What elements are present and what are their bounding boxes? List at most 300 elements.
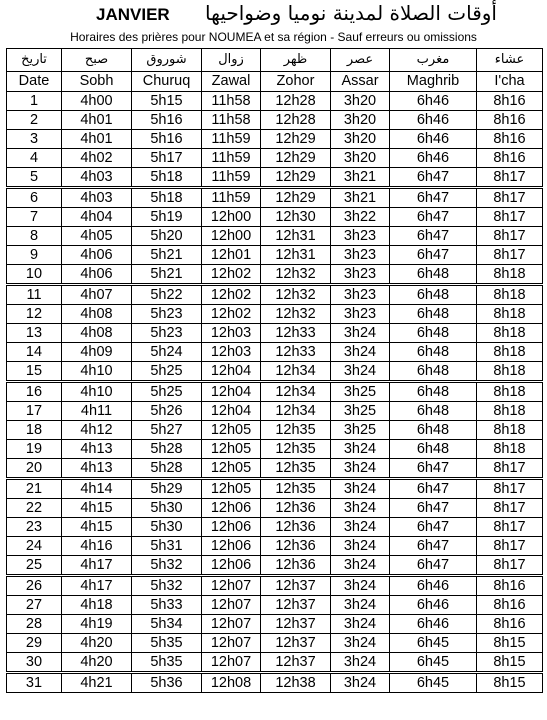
cell-assar: 3h24 bbox=[331, 634, 390, 653]
cell-icha: 8h17 bbox=[477, 227, 543, 246]
cell-assar: 3h24 bbox=[331, 615, 390, 634]
cell-zawal: 12h04 bbox=[202, 362, 261, 382]
table-row bbox=[7, 615, 543, 634]
cell-sobh: 4h12 bbox=[62, 421, 132, 440]
cell-icha: 8h16 bbox=[477, 596, 543, 615]
cell-assar: 3h24 bbox=[331, 653, 390, 673]
table-row bbox=[7, 265, 543, 285]
cell-date: 26 bbox=[7, 576, 62, 596]
cell-assar: 3h24 bbox=[331, 576, 390, 596]
cell-date: 18 bbox=[7, 421, 62, 440]
cell-churuq: 5h21 bbox=[132, 265, 202, 285]
cell-zawal: 12h06 bbox=[202, 537, 261, 556]
cell-zawal: 12h02 bbox=[202, 305, 261, 324]
table-row bbox=[7, 188, 543, 208]
table-row bbox=[7, 246, 543, 265]
cell-maghrib: 6h48 bbox=[390, 324, 477, 343]
cell-maghrib: 6h46 bbox=[390, 596, 477, 615]
table-row bbox=[7, 576, 543, 596]
cell-zohor: 12h29 bbox=[261, 188, 331, 208]
cell-churuq: 5h20 bbox=[132, 227, 202, 246]
table-row bbox=[7, 402, 543, 421]
cell-maghrib: 6h46 bbox=[390, 92, 477, 111]
cell-zawal: 12h04 bbox=[202, 402, 261, 421]
cell-churuq: 5h25 bbox=[132, 382, 202, 402]
cell-churuq: 5h16 bbox=[132, 111, 202, 130]
cell-churuq: 5h17 bbox=[132, 149, 202, 168]
table-row bbox=[7, 479, 543, 499]
column-header-zohor: ظهر bbox=[261, 49, 331, 72]
cell-sobh: 4h13 bbox=[62, 459, 132, 479]
cell-zawal: 12h00 bbox=[202, 227, 261, 246]
cell-date: 30 bbox=[7, 653, 62, 673]
cell-zawal: 12h05 bbox=[202, 479, 261, 499]
column-header-sobh: Sobh bbox=[62, 72, 132, 92]
cell-assar: 3h23 bbox=[331, 265, 390, 285]
cell-date: 3 bbox=[7, 130, 62, 149]
cell-zawal: 12h07 bbox=[202, 596, 261, 615]
cell-assar: 3h24 bbox=[331, 343, 390, 362]
cell-date: 6 bbox=[7, 188, 62, 208]
cell-zohor: 12h31 bbox=[261, 227, 331, 246]
cell-zawal: 12h06 bbox=[202, 518, 261, 537]
cell-zohor: 12h37 bbox=[261, 653, 331, 673]
cell-sobh: 4h00 bbox=[62, 92, 132, 111]
cell-assar: 3h24 bbox=[331, 556, 390, 576]
cell-maghrib: 6h48 bbox=[390, 362, 477, 382]
cell-icha: 8h16 bbox=[477, 130, 543, 149]
cell-churuq: 5h16 bbox=[132, 130, 202, 149]
cell-icha: 8h16 bbox=[477, 615, 543, 634]
cell-assar: 3h23 bbox=[331, 285, 390, 305]
cell-churuq: 5h30 bbox=[132, 518, 202, 537]
cell-maghrib: 6h45 bbox=[390, 653, 477, 673]
cell-churuq: 5h34 bbox=[132, 615, 202, 634]
cell-sobh: 4h04 bbox=[62, 208, 132, 227]
cell-sobh: 4h01 bbox=[62, 130, 132, 149]
cell-date: 31 bbox=[7, 673, 62, 693]
cell-date: 29 bbox=[7, 634, 62, 653]
column-header-icha: I'cha bbox=[477, 72, 543, 92]
cell-sobh: 4h05 bbox=[62, 227, 132, 246]
cell-icha: 8h16 bbox=[477, 111, 543, 130]
cell-maghrib: 6h47 bbox=[390, 168, 477, 188]
table-row bbox=[7, 130, 543, 149]
cell-date: 2 bbox=[7, 111, 62, 130]
cell-maghrib: 6h47 bbox=[390, 246, 477, 265]
cell-date: 19 bbox=[7, 440, 62, 459]
cell-assar: 3h21 bbox=[331, 168, 390, 188]
cell-sobh: 4h06 bbox=[62, 246, 132, 265]
cell-churuq: 5h31 bbox=[132, 537, 202, 556]
cell-churuq: 5h35 bbox=[132, 653, 202, 673]
cell-zohor: 12h37 bbox=[261, 596, 331, 615]
cell-icha: 8h18 bbox=[477, 324, 543, 343]
cell-sobh: 4h20 bbox=[62, 653, 132, 673]
cell-icha: 8h17 bbox=[477, 518, 543, 537]
table-row bbox=[7, 111, 543, 130]
cell-icha: 8h17 bbox=[477, 459, 543, 479]
cell-icha: 8h18 bbox=[477, 305, 543, 324]
cell-zohor: 12h35 bbox=[261, 459, 331, 479]
cell-assar: 3h24 bbox=[331, 499, 390, 518]
cell-date: 11 bbox=[7, 285, 62, 305]
table-row bbox=[7, 499, 543, 518]
cell-maghrib: 6h46 bbox=[390, 130, 477, 149]
table-row bbox=[7, 362, 543, 382]
cell-zawal: 12h03 bbox=[202, 343, 261, 362]
column-header-churuq: شوروق bbox=[132, 49, 202, 72]
cell-assar: 3h23 bbox=[331, 305, 390, 324]
cell-zohor: 12h36 bbox=[261, 556, 331, 576]
cell-date: 1 bbox=[7, 92, 62, 111]
cell-date: 21 bbox=[7, 479, 62, 499]
cell-zawal: 11h58 bbox=[202, 111, 261, 130]
cell-sobh: 4h16 bbox=[62, 537, 132, 556]
table-row bbox=[7, 208, 543, 227]
cell-sobh: 4h03 bbox=[62, 188, 132, 208]
cell-churuq: 5h22 bbox=[132, 285, 202, 305]
cell-churuq: 5h32 bbox=[132, 556, 202, 576]
cell-assar: 3h24 bbox=[331, 596, 390, 615]
cell-maghrib: 6h47 bbox=[390, 479, 477, 499]
cell-sobh: 4h20 bbox=[62, 634, 132, 653]
cell-date: 16 bbox=[7, 382, 62, 402]
cell-zawal: 12h02 bbox=[202, 265, 261, 285]
table-row bbox=[7, 382, 543, 402]
cell-assar: 3h23 bbox=[331, 246, 390, 265]
cell-zohor: 12h34 bbox=[261, 402, 331, 421]
cell-assar: 3h20 bbox=[331, 149, 390, 168]
cell-zawal: 11h59 bbox=[202, 168, 261, 188]
cell-zohor: 12h35 bbox=[261, 440, 331, 459]
table-body bbox=[7, 49, 543, 693]
cell-assar: 3h20 bbox=[331, 130, 390, 149]
cell-maghrib: 6h48 bbox=[390, 285, 477, 305]
table-row bbox=[7, 285, 543, 305]
cell-date: 28 bbox=[7, 615, 62, 634]
cell-sobh: 4h07 bbox=[62, 285, 132, 305]
cell-zawal: 12h08 bbox=[202, 673, 261, 693]
cell-icha: 8h16 bbox=[477, 576, 543, 596]
cell-zohor: 12h38 bbox=[261, 673, 331, 693]
cell-churuq: 5h33 bbox=[132, 596, 202, 615]
table-row bbox=[7, 305, 543, 324]
cell-icha: 8h17 bbox=[477, 168, 543, 188]
cell-zohor: 12h28 bbox=[261, 111, 331, 130]
cell-assar: 3h24 bbox=[331, 537, 390, 556]
cell-zawal: 12h00 bbox=[202, 208, 261, 227]
prayer-times-table bbox=[6, 48, 543, 693]
cell-maghrib: 6h48 bbox=[390, 421, 477, 440]
cell-icha: 8h18 bbox=[477, 265, 543, 285]
cell-zohor: 12h32 bbox=[261, 285, 331, 305]
table-row bbox=[7, 92, 543, 111]
table-row bbox=[7, 518, 543, 537]
cell-date: 8 bbox=[7, 227, 62, 246]
cell-sobh: 4h01 bbox=[62, 111, 132, 130]
cell-churuq: 5h28 bbox=[132, 440, 202, 459]
cell-assar: 3h25 bbox=[331, 402, 390, 421]
cell-zohor: 12h34 bbox=[261, 382, 331, 402]
cell-sobh: 4h21 bbox=[62, 673, 132, 693]
cell-sobh: 4h02 bbox=[62, 149, 132, 168]
cell-sobh: 4h17 bbox=[62, 556, 132, 576]
cell-churuq: 5h18 bbox=[132, 168, 202, 188]
table-row bbox=[7, 149, 543, 168]
cell-icha: 8h18 bbox=[477, 440, 543, 459]
table-row bbox=[7, 556, 543, 576]
cell-icha: 8h17 bbox=[477, 208, 543, 227]
column-header-maghrib: Maghrib bbox=[390, 72, 477, 92]
cell-date: 27 bbox=[7, 596, 62, 615]
cell-zawal: 12h03 bbox=[202, 324, 261, 343]
cell-churuq: 5h21 bbox=[132, 246, 202, 265]
cell-zohor: 12h32 bbox=[261, 305, 331, 324]
cell-maghrib: 6h47 bbox=[390, 556, 477, 576]
cell-zohor: 12h37 bbox=[261, 576, 331, 596]
cell-churuq: 5h35 bbox=[132, 634, 202, 653]
cell-sobh: 4h14 bbox=[62, 479, 132, 499]
column-header-zawal: زوال bbox=[202, 49, 261, 72]
cell-maghrib: 6h48 bbox=[390, 382, 477, 402]
cell-churuq: 5h24 bbox=[132, 343, 202, 362]
cell-churuq: 5h30 bbox=[132, 499, 202, 518]
cell-date: 22 bbox=[7, 499, 62, 518]
cell-zohor: 12h29 bbox=[261, 130, 331, 149]
cell-sobh: 4h18 bbox=[62, 596, 132, 615]
cell-maghrib: 6h45 bbox=[390, 634, 477, 653]
table-row bbox=[7, 227, 543, 246]
cell-assar: 3h24 bbox=[331, 324, 390, 343]
cell-zawal: 12h05 bbox=[202, 440, 261, 459]
cell-maghrib: 6h47 bbox=[390, 518, 477, 537]
cell-assar: 3h20 bbox=[331, 111, 390, 130]
cell-assar: 3h23 bbox=[331, 227, 390, 246]
cell-maghrib: 6h47 bbox=[390, 188, 477, 208]
cell-sobh: 4h17 bbox=[62, 576, 132, 596]
cell-churuq: 5h27 bbox=[132, 421, 202, 440]
cell-sobh: 4h06 bbox=[62, 265, 132, 285]
cell-zawal: 12h05 bbox=[202, 421, 261, 440]
cell-zohor: 12h36 bbox=[261, 537, 331, 556]
table-row bbox=[7, 596, 543, 615]
cell-maghrib: 6h48 bbox=[390, 440, 477, 459]
cell-sobh: 4h13 bbox=[62, 440, 132, 459]
cell-maghrib: 6h48 bbox=[390, 402, 477, 421]
cell-date: 17 bbox=[7, 402, 62, 421]
cell-sobh: 4h08 bbox=[62, 305, 132, 324]
cell-date: 23 bbox=[7, 518, 62, 537]
cell-assar: 3h24 bbox=[331, 440, 390, 459]
cell-assar: 3h25 bbox=[331, 382, 390, 402]
column-header-churuq: Churuq bbox=[132, 72, 202, 92]
cell-zawal: 11h59 bbox=[202, 149, 261, 168]
cell-churuq: 5h25 bbox=[132, 362, 202, 382]
cell-zawal: 12h07 bbox=[202, 576, 261, 596]
cell-assar: 3h24 bbox=[331, 459, 390, 479]
table-row bbox=[7, 537, 543, 556]
cell-maghrib: 6h45 bbox=[390, 673, 477, 693]
cell-zohor: 12h31 bbox=[261, 246, 331, 265]
table-row bbox=[7, 459, 543, 479]
table-row bbox=[7, 673, 543, 693]
cell-assar: 3h24 bbox=[331, 362, 390, 382]
column-header-date: تاريخ bbox=[7, 49, 62, 72]
cell-icha: 8h15 bbox=[477, 673, 543, 693]
cell-icha: 8h16 bbox=[477, 92, 543, 111]
cell-date: 12 bbox=[7, 305, 62, 324]
table-row bbox=[7, 634, 543, 653]
cell-date: 9 bbox=[7, 246, 62, 265]
cell-zohor: 12h29 bbox=[261, 168, 331, 188]
cell-maghrib: 6h47 bbox=[390, 459, 477, 479]
cell-sobh: 4h11 bbox=[62, 402, 132, 421]
cell-sobh: 4h08 bbox=[62, 324, 132, 343]
column-header-assar: عصر bbox=[331, 49, 390, 72]
header-row-french bbox=[7, 72, 543, 92]
cell-sobh: 4h19 bbox=[62, 615, 132, 634]
cell-sobh: 4h15 bbox=[62, 499, 132, 518]
cell-icha: 8h15 bbox=[477, 634, 543, 653]
cell-icha: 8h17 bbox=[477, 499, 543, 518]
cell-zohor: 12h37 bbox=[261, 634, 331, 653]
cell-date: 25 bbox=[7, 556, 62, 576]
cell-churuq: 5h19 bbox=[132, 208, 202, 227]
cell-zohor: 12h33 bbox=[261, 324, 331, 343]
cell-zohor: 12h34 bbox=[261, 362, 331, 382]
cell-icha: 8h18 bbox=[477, 362, 543, 382]
column-header-assar: Assar bbox=[331, 72, 390, 92]
cell-zawal: 12h06 bbox=[202, 499, 261, 518]
cell-date: 13 bbox=[7, 324, 62, 343]
cell-date: 20 bbox=[7, 459, 62, 479]
cell-assar: 3h25 bbox=[331, 421, 390, 440]
cell-date: 14 bbox=[7, 343, 62, 362]
cell-maghrib: 6h46 bbox=[390, 576, 477, 596]
cell-sobh: 4h09 bbox=[62, 343, 132, 362]
cell-zohor: 12h35 bbox=[261, 479, 331, 499]
column-header-sobh: صبح bbox=[62, 49, 132, 72]
cell-churuq: 5h23 bbox=[132, 305, 202, 324]
cell-churuq: 5h23 bbox=[132, 324, 202, 343]
column-header-zawal: Zawal bbox=[202, 72, 261, 92]
cell-zohor: 12h33 bbox=[261, 343, 331, 362]
cell-date: 7 bbox=[7, 208, 62, 227]
cell-icha: 8h16 bbox=[477, 149, 543, 168]
cell-icha: 8h17 bbox=[477, 556, 543, 576]
subtitle: Horaires des prières pour NOUMEA et sa région - Sauf erreurs ou omissions bbox=[70, 30, 477, 44]
cell-churuq: 5h15 bbox=[132, 92, 202, 111]
cell-zohor: 12h30 bbox=[261, 208, 331, 227]
cell-sobh: 4h03 bbox=[62, 168, 132, 188]
cell-maghrib: 6h48 bbox=[390, 265, 477, 285]
cell-icha: 8h18 bbox=[477, 285, 543, 305]
cell-icha: 8h18 bbox=[477, 421, 543, 440]
cell-churuq: 5h26 bbox=[132, 402, 202, 421]
cell-churuq: 5h28 bbox=[132, 459, 202, 479]
cell-date: 4 bbox=[7, 149, 62, 168]
cell-zawal: 12h02 bbox=[202, 285, 261, 305]
cell-zawal: 12h05 bbox=[202, 459, 261, 479]
cell-zawal: 12h07 bbox=[202, 615, 261, 634]
cell-icha: 8h17 bbox=[477, 246, 543, 265]
cell-churuq: 5h32 bbox=[132, 576, 202, 596]
cell-zohor: 12h37 bbox=[261, 615, 331, 634]
cell-sobh: 4h10 bbox=[62, 362, 132, 382]
cell-churuq: 5h29 bbox=[132, 479, 202, 499]
column-header-zohor: Zohor bbox=[261, 72, 331, 92]
cell-assar: 3h20 bbox=[331, 92, 390, 111]
cell-icha: 8h18 bbox=[477, 402, 543, 421]
cell-zohor: 12h35 bbox=[261, 421, 331, 440]
cell-icha: 8h17 bbox=[477, 537, 543, 556]
cell-assar: 3h24 bbox=[331, 673, 390, 693]
cell-churuq: 5h18 bbox=[132, 188, 202, 208]
cell-icha: 8h17 bbox=[477, 188, 543, 208]
table-row bbox=[7, 343, 543, 362]
cell-maghrib: 6h47 bbox=[390, 499, 477, 518]
cell-icha: 8h15 bbox=[477, 653, 543, 673]
table-row bbox=[7, 168, 543, 188]
month-title: JANVIER bbox=[96, 5, 170, 24]
cell-maghrib: 6h48 bbox=[390, 343, 477, 362]
cell-date: 15 bbox=[7, 362, 62, 382]
cell-assar: 3h21 bbox=[331, 188, 390, 208]
cell-zawal: 12h07 bbox=[202, 653, 261, 673]
cell-zohor: 12h28 bbox=[261, 92, 331, 111]
cell-assar: 3h24 bbox=[331, 518, 390, 537]
arabic-title: أوقات الصلاة لمدينة نوميا وضواحيها bbox=[205, 1, 497, 25]
cell-zohor: 12h36 bbox=[261, 518, 331, 537]
column-header-icha: عشاء bbox=[477, 49, 543, 72]
cell-maghrib: 6h47 bbox=[390, 537, 477, 556]
cell-zohor: 12h29 bbox=[261, 149, 331, 168]
cell-sobh: 4h10 bbox=[62, 382, 132, 402]
cell-zawal: 11h58 bbox=[202, 92, 261, 111]
cell-maghrib: 6h46 bbox=[390, 615, 477, 634]
cell-assar: 3h22 bbox=[331, 208, 390, 227]
cell-date: 10 bbox=[7, 265, 62, 285]
column-header-date: Date bbox=[7, 72, 62, 92]
cell-churuq: 5h36 bbox=[132, 673, 202, 693]
cell-maghrib: 6h48 bbox=[390, 305, 477, 324]
table-row bbox=[7, 653, 543, 673]
cell-date: 24 bbox=[7, 537, 62, 556]
table-row bbox=[7, 440, 543, 459]
cell-assar: 3h24 bbox=[331, 479, 390, 499]
cell-zawal: 11h59 bbox=[202, 188, 261, 208]
cell-maghrib: 6h47 bbox=[390, 227, 477, 246]
cell-maghrib: 6h47 bbox=[390, 208, 477, 227]
cell-icha: 8h17 bbox=[477, 479, 543, 499]
cell-zawal: 12h07 bbox=[202, 634, 261, 653]
cell-icha: 8h18 bbox=[477, 343, 543, 362]
table-row bbox=[7, 421, 543, 440]
cell-zawal: 12h01 bbox=[202, 246, 261, 265]
cell-zohor: 12h36 bbox=[261, 499, 331, 518]
cell-maghrib: 6h46 bbox=[390, 111, 477, 130]
page-header bbox=[0, 0, 547, 48]
cell-maghrib: 6h46 bbox=[390, 149, 477, 168]
cell-sobh: 4h15 bbox=[62, 518, 132, 537]
cell-zawal: 12h04 bbox=[202, 382, 261, 402]
cell-zawal: 12h06 bbox=[202, 556, 261, 576]
column-header-maghrib: مغرب bbox=[390, 49, 477, 72]
header-row-arabic bbox=[7, 49, 543, 72]
cell-date: 5 bbox=[7, 168, 62, 188]
cell-zawal: 11h59 bbox=[202, 130, 261, 149]
